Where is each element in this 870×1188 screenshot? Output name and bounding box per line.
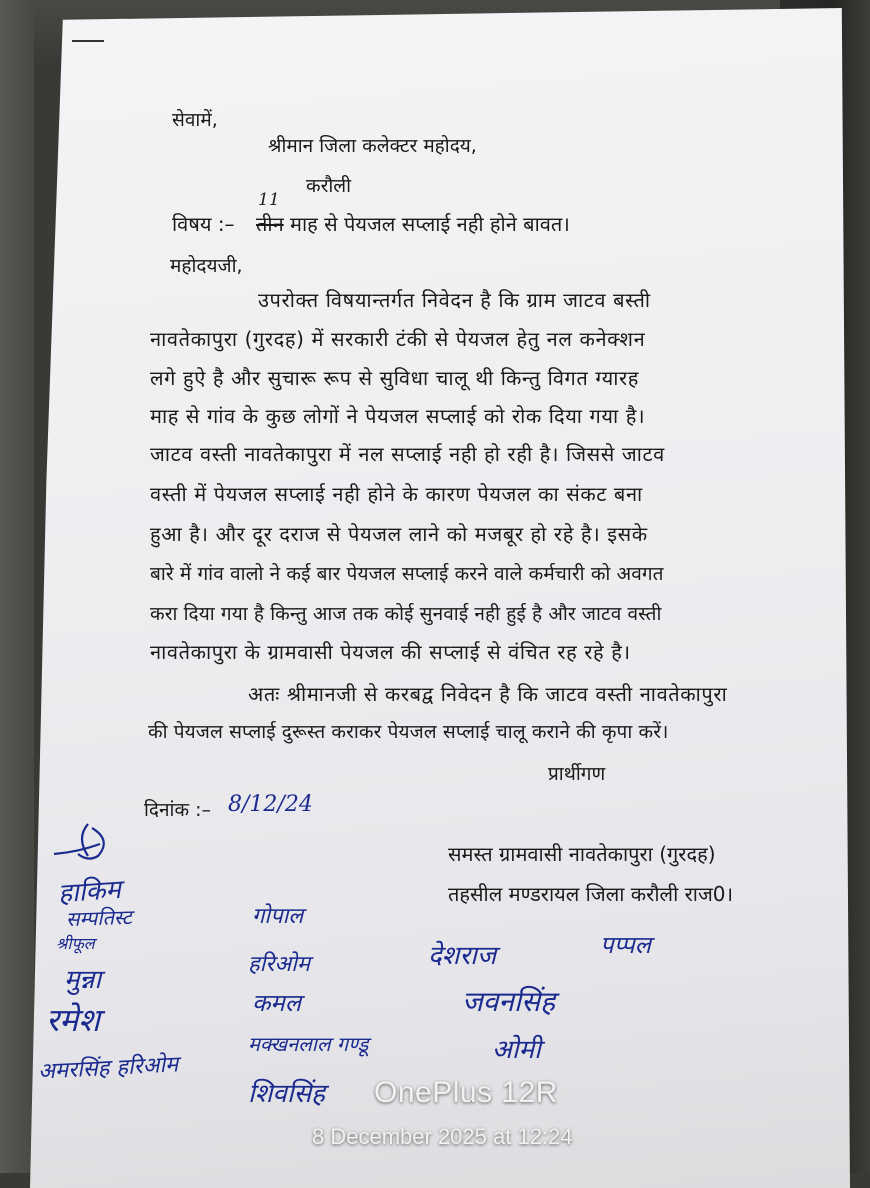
sender-line-1: समस्त ग्रामवासी नावतेकापुरा (गुरदह) — [448, 842, 716, 866]
date-value: 8/12/24 — [228, 792, 313, 817]
body-line: बारे में गांव वालो ने कई बार पेयजल सप्लाई करने वाले कर्मचारी को अवगत — [150, 563, 664, 585]
body-line: लगे हुऐ है और सुचारू रूप से सुविधा चालू थी किन्तु विगत ग्यारह — [150, 366, 639, 390]
signature: जवनसिंह — [462, 985, 555, 1018]
body-line: वस्ती में पेयजल सप्लाई नही होने के कारण पेयजल का संकट बना — [150, 482, 643, 506]
body-line: माह से गांव के कुछ लोगों ने पेयजल सप्लाई को रोक दिया गया है। — [150, 404, 646, 428]
addressee-line-2: करौली — [306, 175, 352, 197]
signature: कमल — [252, 989, 302, 1017]
body-line: नावतेकापुरा के ग्रामवासी पेयजल की सप्लाई से वंचित रह रहे है। — [150, 640, 631, 664]
signature: श्रीफूल — [56, 934, 95, 953]
subject-handwritten-number: 11 — [258, 190, 280, 210]
body-line: नावतेकापुरा (गुरदह) में सरकारी टंकी से पेयजल हेतु नल कनेक्शन — [150, 327, 646, 351]
body-line: हुआ है। और दूर दराज से पेयजल लाने को मजबूर हो रहे है। इसके — [150, 522, 648, 546]
signature: मुन्ना — [64, 965, 102, 995]
signature-scribble — [48, 818, 128, 868]
subject-struck-word: तीन — [256, 212, 284, 236]
signature: गोपाल — [252, 904, 304, 929]
body-line: उपरोक्त विषयान्तर्गत निवेदन है कि ग्राम जाटव बस्ती — [258, 288, 651, 312]
request-line: अतः श्रीमानजी से करबद्व निवेदन है कि जाटव वस्ती नावतेकापुरा — [248, 682, 728, 706]
camera-watermark-device: OnePlus 12R — [374, 1076, 558, 1109]
greeting: महोदयजी, — [170, 255, 243, 277]
signature: मक्खनलाल गण्डू — [248, 1032, 369, 1056]
subject-prefix: विषय :– — [172, 212, 235, 236]
salutation: सेवामें, — [172, 109, 218, 131]
body-line: जाटव वस्ती नावतेकापुरा में नल सप्लाई नही हो रही है। जिससे जाटव — [150, 442, 665, 466]
body-line: करा दिया गया है किन्तु आज तक कोई सुनवाई नही हुई है और जाटव वस्ती — [150, 603, 662, 625]
signature: शिवसिंह — [248, 1079, 325, 1109]
signature: हरिओम — [248, 952, 311, 977]
date-label: दिनांक :– — [144, 799, 212, 821]
signature: रमेश — [46, 1001, 100, 1039]
letter-paper — [30, 8, 850, 1188]
signature: देशराज — [428, 941, 497, 971]
pen-mark — [72, 40, 104, 42]
addressee-line-1: श्रीमान जिला कलेक्टर महोदय, — [268, 135, 477, 157]
camera-watermark-timestamp: 8 December 2025 at 12:24 — [312, 1124, 573, 1149]
subject-text: माह से पेयजल सप्लाई नही होने बावत। — [290, 212, 570, 236]
signature: अमरसिंह हरिओम — [37, 1052, 179, 1085]
signature: हाकिम — [57, 874, 122, 910]
signature: सम्पतिस्ट — [65, 904, 133, 932]
closing: प्रार्थीगण — [548, 763, 606, 785]
background-left — [0, 0, 34, 1173]
signature: ओमी — [492, 1035, 541, 1065]
signature: पप्पल — [600, 931, 651, 959]
request-line: की पेयजल सप्लाई दुरूस्त कराकर पेयजल सप्लाई चालू कराने की कृपा करें। — [148, 721, 669, 743]
sender-line-2: तहसील मण्डरायल जिला करौली राज0। — [448, 882, 734, 906]
